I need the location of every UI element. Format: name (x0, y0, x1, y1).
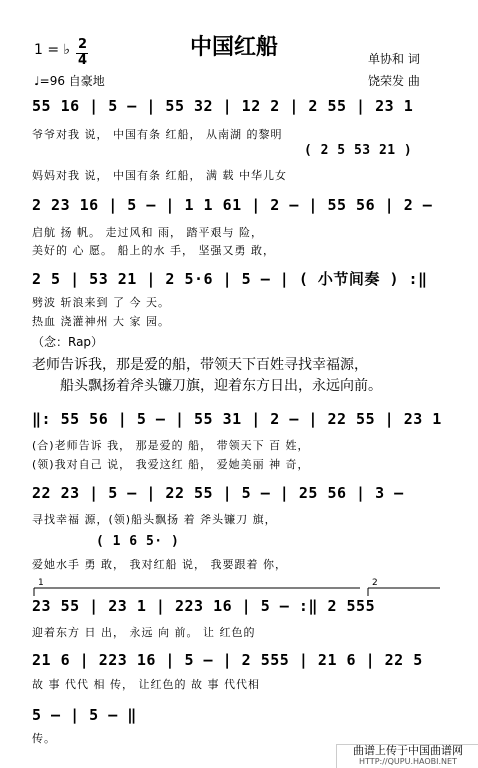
notes-line-8: 5 – | 5 – ‖ (32, 706, 137, 724)
notes-line-1: 55 16 | 5 – | 55 32 | 12 2 | 2 55 | 23 1 (32, 97, 414, 115)
notes-line-4: ‖: 55 56 | 5 – | 55 31 | 2 – | 22 55 | 23 1 (32, 410, 442, 428)
notes-line-7: 21 6 | 223 16 | 5 – | 2 555 | 21 6 | 22 5 (32, 651, 423, 669)
song-title: 中国红船 (190, 35, 279, 60)
rap-label: （念：Rap） (32, 335, 104, 349)
alt-notes-line-1: ( 2 5 53 21 ) (304, 143, 413, 158)
lyrics-line-7: 故 事 代代 相 传， 让红色的 故 事 代代相 (32, 678, 260, 691)
volta-1-label: 1 (38, 578, 44, 588)
lyrics-line-4b: (领)我对自己 说， 我爱这红 船， 爱她美丽 神 奇， (32, 458, 310, 471)
lyrics-line-3a: 劈波 斩浪来到 了 今 天。 (32, 296, 170, 309)
rap-line-1: 老师告诉我，那是爱的船，带领天下百姓寻找幸福源， (32, 357, 368, 373)
tempo-marking: ♩=96 自豪地 (34, 74, 105, 88)
watermark-line-2: HTTP://QUPU.HAOBI.NET (359, 757, 457, 766)
lyrics-line-4a: (合)老师告诉 我， 那是爱的 船， 带领天下 百 姓， (32, 439, 310, 452)
notes-line-6: 23 55 | 23 1 | 223 16 | 5 – :‖ 2 555 (32, 597, 376, 615)
composer: 饶荣发 曲 (368, 74, 420, 88)
lyrics-line-5a: 寻找幸福 源，(领)船头飘扬 着 斧头镰刀 旗， (32, 513, 277, 526)
watermark-line-1: 曲谱上传于中国曲谱网 (353, 744, 463, 757)
lyrics-line-5b: 爱她水手 勇 敢， 我对红船 说， 我要跟着 你， (32, 558, 287, 571)
site-watermark (336, 744, 478, 768)
notes-line-5: 22 23 | 5 – | 22 55 | 5 – | 25 56 | 3 – (32, 484, 404, 502)
time-signature-top: 2 (78, 37, 88, 52)
notes-line-3: 2 5 | 53 21 | 2 5·6 | 5 – | ( 小节间奏 ) :‖ (32, 270, 428, 288)
time-signature-bottom: 4 (78, 53, 88, 68)
notes-line-2: 2 23 16 | 5 – | 1 1 61 | 2 – | 55 56 | 2 – (32, 196, 433, 214)
lyrics-line-8: 传。 (32, 732, 56, 745)
alt-notes-line-5: ( 1 6 5· ) (96, 534, 180, 549)
key-signature: 1 = ♭ (34, 42, 71, 58)
volta-2-label: 2 (372, 578, 378, 588)
lyricist: 单协和 词 (368, 52, 420, 66)
lyrics-line-2b: 美好的 心 愿。 船上的水 手， 坚强又勇 敢， (32, 244, 275, 257)
lyrics-line-3b: 热血 浇灌神州 大 家 园。 (32, 315, 170, 328)
lyrics-line-1b: 妈妈对我 说， 中国有条 红船， 满 载 中华儿女 (32, 169, 287, 182)
rap-line-2: 船头飘扬着斧头镰刀旗，迎着东方日出，永远向前。 (60, 378, 382, 394)
lyrics-line-1a: 爷爷对我 说， 中国有条 红船， 从南湖 的黎明 (32, 128, 283, 141)
lyrics-line-2a: 启航 扬 帆。 走过风和 雨， 踏平艰与 险， (32, 226, 263, 239)
lyrics-line-6: 迎着东方 日 出， 永远 向 前。 让 红色的 (32, 626, 256, 639)
